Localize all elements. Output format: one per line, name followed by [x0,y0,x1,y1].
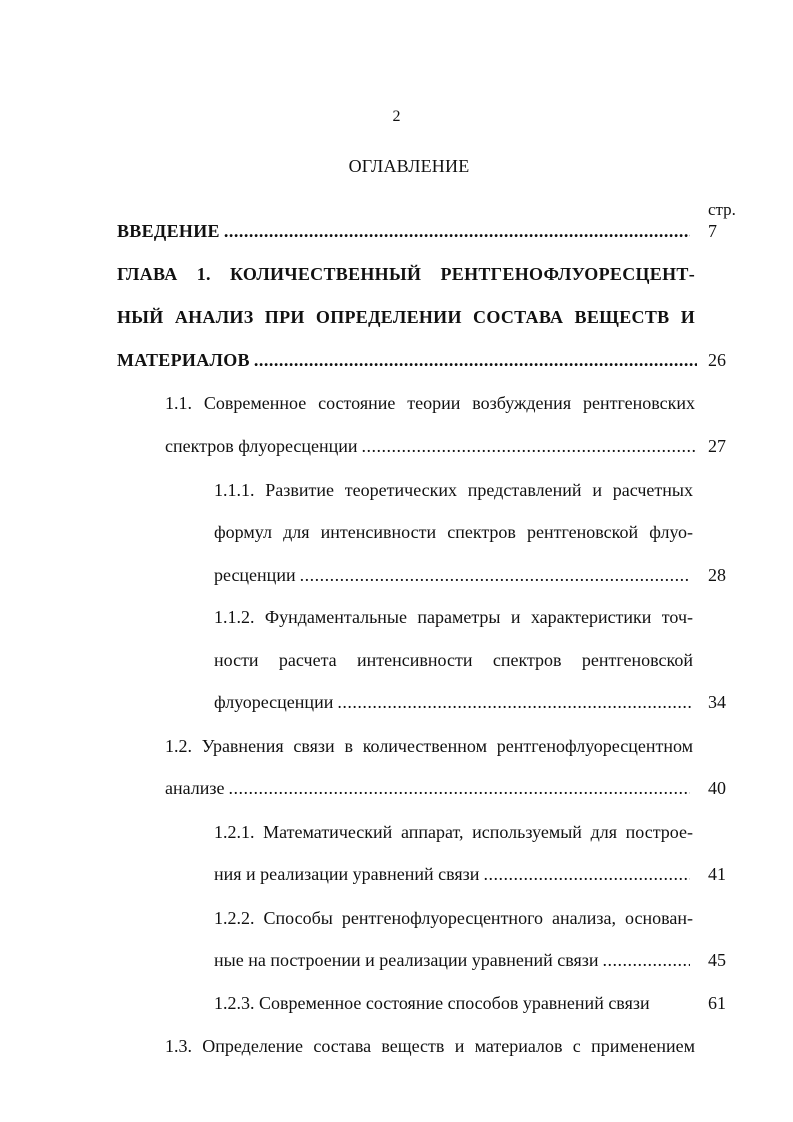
toc-entry-1-1-1-line-1[interactable] [214,478,693,502]
toc-entry-title: формул для интенсивности спектров рентгеновской флуо- [214,522,693,542]
toc-entry-title: 1.3. Определение состава веществ и материалов с применением [165,1036,695,1056]
toc-entry-1-1-2-line-3[interactable] [214,690,693,714]
toc-entry-1-1-1-line-3[interactable] [214,563,690,587]
toc-entry-title: НЫЙ АНАЛИЗ ПРИ ОПРЕДЕЛЕНИИ СОСТАВА ВЕЩЕСТВ И [117,307,695,327]
toc-entry-1-1-2-line-2[interactable] [214,648,693,672]
toc-entry-1-1-line-1[interactable] [165,391,695,415]
toc-page-number: 45 [708,950,726,970]
toc-entry-1-2-1-line-2[interactable] [214,862,690,886]
toc-entry-1-2-line-1[interactable] [165,734,693,758]
leader-dots [362,434,695,458]
toc-entry-title: спектров флуоресценции [165,436,358,456]
toc-entry-1-1-1-line-2[interactable] [214,520,693,544]
page-column-label: стр. [708,200,736,219]
toc-entry-title: 1.2.3. Современное состояние способов уравнений связи [214,993,650,1013]
toc-page-number: 27 [708,436,726,456]
toc-entry-title: ВВЕДЕНИЕ [117,221,220,241]
toc-entry-title: ные на построении и реализации уравнений связи [214,950,599,970]
toc-entry-1-1-2-line-1[interactable] [214,605,693,629]
toc-entry-title: 1.2. Уравнения связи в количественном рентгенофлуоресцентном [165,736,693,756]
toc-entry-title: анализе [165,778,225,798]
leader-dots [228,776,690,800]
toc-page-number: 34 [708,692,726,712]
toc-title: ОГЛАВЛЕНИЕ [348,156,470,176]
toc-entry-1-3-line-1[interactable] [165,1034,695,1058]
leader-dots [483,862,690,886]
toc-page-number: 41 [708,864,726,884]
toc-entry-title: ния и реализации уравнений связи [214,864,480,884]
toc-page-number: 28 [708,565,726,585]
toc-entry-chapter-1-line-3[interactable] [117,348,697,372]
toc-page-number: 61 [708,993,726,1013]
toc-entry-introduction[interactable] [117,219,690,243]
toc-entry-title: МАТЕРИАЛОВ [117,350,250,370]
toc-entry-title: 1.1.1. Развитие теоретических представлений и расчетных [214,480,693,500]
leader-dots [224,219,690,243]
toc-entry-title: ГЛАВА 1. КОЛИЧЕСТВЕННЫЙ РЕНТГЕНОФЛУОРЕСЦЕНТ- [117,264,695,284]
leader-dots [254,348,697,372]
page-number: 2 [392,108,401,125]
toc-entry-1-1-line-2[interactable] [165,434,695,458]
toc-entry-title: ности расчета интенсивности спектров рентгеновской [214,650,693,670]
toc-page-number: 40 [708,778,726,798]
toc-entry-title: 1.2.2. Способы рентгенофлуоресцентного анализа, основан- [214,908,693,928]
leader-dots [603,948,691,972]
toc-entry-title: 1.2.1. Математический аппарат, используемый для построе- [214,822,693,842]
toc-entry-title: 1.1. Современное состояние теории возбуждения рентгеновских [165,393,695,413]
toc-entry-1-2-2-line-1[interactable] [214,906,693,930]
leader-dots [300,563,690,587]
toc-entry-1-2-2-line-2[interactable] [214,948,690,972]
toc-entry-chapter-1-line-2[interactable] [117,305,695,329]
toc-entry-1-2-line-2[interactable] [165,776,690,800]
toc-entry-title: 1.1.2. Фундаментальные параметры и характеристики точ- [214,607,693,627]
toc-entry-chapter-1-line-1[interactable] [117,262,695,286]
toc-page-number: 26 [708,350,726,370]
toc-page-number: 7 [708,221,717,241]
toc-entry-title: флуоресценции [214,692,334,712]
toc-entry-1-2-1-line-1[interactable] [214,820,693,844]
leader-dots [337,690,693,714]
toc-entry-title: ресценции [214,565,296,585]
toc-entry-1-2-3[interactable] [214,991,694,1015]
